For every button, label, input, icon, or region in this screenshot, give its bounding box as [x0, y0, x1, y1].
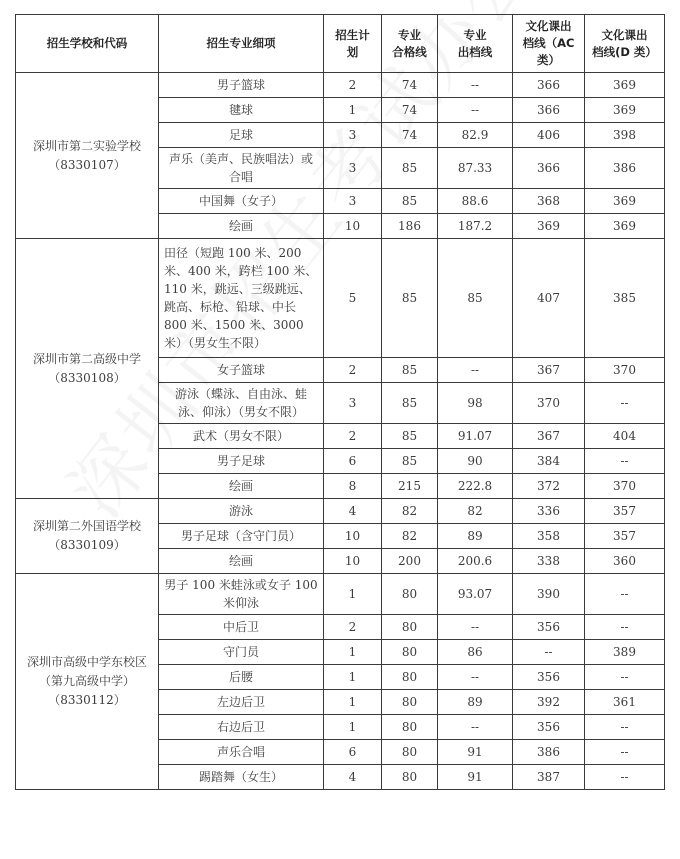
item-cell: 声乐（美声、民族唱法）或合唱: [159, 148, 324, 189]
item-cell: 男子篮球: [159, 73, 324, 98]
item-cell: 中国舞（女子）: [159, 189, 324, 214]
d-cell: --: [585, 383, 665, 424]
ac-cell: 356: [513, 665, 585, 690]
plan-cell: 1: [324, 574, 382, 615]
admit-cell: 86: [438, 640, 513, 665]
plan-cell: 3: [324, 189, 382, 214]
pass-cell: 85: [382, 449, 438, 474]
ac-cell: 366: [513, 148, 585, 189]
admit-cell: 89: [438, 690, 513, 715]
plan-cell: 3: [324, 148, 382, 189]
admit-cell: --: [438, 358, 513, 383]
item-cell: 后腰: [159, 665, 324, 690]
plan-cell: 1: [324, 640, 382, 665]
ac-cell: 372: [513, 474, 585, 499]
item-cell: 男子 100 米蛙泳或女子 100 米仰泳: [159, 574, 324, 615]
admission-score-table: [15, 14, 665, 790]
item-cell: 声乐合唱: [159, 740, 324, 765]
admit-cell: 93.07: [438, 574, 513, 615]
ac-cell: 386: [513, 740, 585, 765]
admit-cell: 85: [438, 239, 513, 358]
plan-cell: 8: [324, 474, 382, 499]
plan-cell: 10: [324, 549, 382, 574]
plan-cell: 2: [324, 615, 382, 640]
admit-cell: 200.6: [438, 549, 513, 574]
pass-cell: 74: [382, 73, 438, 98]
d-cell: --: [585, 449, 665, 474]
ac-cell: 407: [513, 239, 585, 358]
plan-cell: 6: [324, 449, 382, 474]
ac-cell: 366: [513, 98, 585, 123]
pass-cell: 186: [382, 214, 438, 239]
admit-cell: 88.6: [438, 189, 513, 214]
plan-cell: 3: [324, 383, 382, 424]
plan-cell: 4: [324, 499, 382, 524]
item-cell: 左边后卫: [159, 690, 324, 715]
d-cell: 369: [585, 214, 665, 239]
ac-cell: 387: [513, 765, 585, 790]
admit-cell: 222.8: [438, 474, 513, 499]
admit-cell: --: [438, 715, 513, 740]
item-cell: 男子足球: [159, 449, 324, 474]
pass-cell: 85: [382, 239, 438, 358]
item-cell: 田径（短跑 100 米、200 米、400 米，跨栏 100 米、110 米，跳远、三级跳远、跳高、标枪、铅球、中长 800 米、1500 米、3000 米）（男女生不限）: [159, 239, 324, 358]
header-admit-line: 专业 出档线: [438, 15, 513, 73]
plan-cell: 2: [324, 73, 382, 98]
school-cell: 深圳市第二高级中学 （8330108）: [16, 239, 159, 499]
table-row: [16, 499, 665, 524]
ac-cell: 338: [513, 549, 585, 574]
d-cell: 370: [585, 474, 665, 499]
plan-cell: 3: [324, 123, 382, 148]
item-cell: 游泳: [159, 499, 324, 524]
plan-cell: 10: [324, 214, 382, 239]
item-cell: 绘画: [159, 549, 324, 574]
admit-cell: 98: [438, 383, 513, 424]
ac-cell: 367: [513, 424, 585, 449]
header-row: [16, 15, 665, 73]
pass-cell: 80: [382, 740, 438, 765]
d-cell: --: [585, 740, 665, 765]
admit-cell: 91: [438, 740, 513, 765]
pass-cell: 85: [382, 358, 438, 383]
header-school: 招生学校和代码: [16, 15, 159, 73]
plan-cell: 1: [324, 715, 382, 740]
d-cell: 357: [585, 524, 665, 549]
item-cell: 武术（男女不限）: [159, 424, 324, 449]
item-cell: 右边后卫: [159, 715, 324, 740]
d-cell: 398: [585, 123, 665, 148]
ac-cell: 356: [513, 615, 585, 640]
ac-cell: 392: [513, 690, 585, 715]
school-cell: 深圳市高级中学东校区 （第九高级中学） （8330112）: [16, 574, 159, 790]
item-cell: 绘画: [159, 474, 324, 499]
plan-cell: 6: [324, 740, 382, 765]
item-cell: 女子篮球: [159, 358, 324, 383]
school-cell: 深圳第二外国语学校 （8330109）: [16, 499, 159, 574]
ac-cell: 384: [513, 449, 585, 474]
item-cell: 毽球: [159, 98, 324, 123]
d-cell: 369: [585, 189, 665, 214]
item-cell: 男子足球（含守门员）: [159, 524, 324, 549]
pass-cell: 85: [382, 148, 438, 189]
pass-cell: 80: [382, 690, 438, 715]
ac-cell: 406: [513, 123, 585, 148]
ac-cell: --: [513, 640, 585, 665]
plan-cell: 2: [324, 424, 382, 449]
item-cell: 游泳（蝶泳、自由泳、蛙泳、仰泳）（男女不限）: [159, 383, 324, 424]
admit-cell: --: [438, 665, 513, 690]
item-cell: 绘画: [159, 214, 324, 239]
header-plan: 招生计 划: [324, 15, 382, 73]
d-cell: 389: [585, 640, 665, 665]
pass-cell: 80: [382, 665, 438, 690]
admit-cell: 91: [438, 765, 513, 790]
admit-cell: 91.07: [438, 424, 513, 449]
d-cell: 357: [585, 499, 665, 524]
d-cell: 404: [585, 424, 665, 449]
ac-cell: 390: [513, 574, 585, 615]
pass-cell: 80: [382, 715, 438, 740]
d-cell: 369: [585, 98, 665, 123]
admit-cell: --: [438, 73, 513, 98]
table-row: [16, 239, 665, 358]
ac-cell: 358: [513, 524, 585, 549]
d-cell: --: [585, 574, 665, 615]
admit-cell: 82.9: [438, 123, 513, 148]
header-pass-line: 专业 合格线: [382, 15, 438, 73]
admit-cell: 90: [438, 449, 513, 474]
admit-cell: 82: [438, 499, 513, 524]
ac-cell: 367: [513, 358, 585, 383]
plan-cell: 1: [324, 98, 382, 123]
d-cell: 370: [585, 358, 665, 383]
pass-cell: 85: [382, 424, 438, 449]
item-cell: 守门员: [159, 640, 324, 665]
d-cell: --: [585, 765, 665, 790]
header-culture-ac: 文化课出 档线（AC 类）: [513, 15, 585, 73]
ac-cell: 368: [513, 189, 585, 214]
plan-cell: 1: [324, 665, 382, 690]
d-cell: --: [585, 665, 665, 690]
ac-cell: 369: [513, 214, 585, 239]
pass-cell: 74: [382, 98, 438, 123]
table-row: [16, 73, 665, 98]
admit-cell: --: [438, 615, 513, 640]
plan-cell: 10: [324, 524, 382, 549]
header-item: 招生专业细项: [159, 15, 324, 73]
pass-cell: 82: [382, 524, 438, 549]
item-cell: 踢踏舞（女生）: [159, 765, 324, 790]
item-cell: 中后卫: [159, 615, 324, 640]
plan-cell: 1: [324, 690, 382, 715]
pass-cell: 74: [382, 123, 438, 148]
pass-cell: 215: [382, 474, 438, 499]
d-cell: 361: [585, 690, 665, 715]
ac-cell: 366: [513, 73, 585, 98]
admit-cell: 187.2: [438, 214, 513, 239]
d-cell: 386: [585, 148, 665, 189]
pass-cell: 200: [382, 549, 438, 574]
admit-cell: 87.33: [438, 148, 513, 189]
ac-cell: 356: [513, 715, 585, 740]
plan-cell: 5: [324, 239, 382, 358]
d-cell: 369: [585, 73, 665, 98]
header-culture-d: 文化课出 档线(D 类）: [585, 15, 665, 73]
admit-cell: 89: [438, 524, 513, 549]
plan-cell: 4: [324, 765, 382, 790]
pass-cell: 82: [382, 499, 438, 524]
school-cell: 深圳市第二实验学校 （8330107）: [16, 73, 159, 239]
d-cell: --: [585, 715, 665, 740]
table-row: [16, 574, 665, 615]
pass-cell: 85: [382, 189, 438, 214]
pass-cell: 80: [382, 574, 438, 615]
plan-cell: 2: [324, 358, 382, 383]
item-cell: 足球: [159, 123, 324, 148]
d-cell: 360: [585, 549, 665, 574]
admit-cell: --: [438, 98, 513, 123]
pass-cell: 80: [382, 615, 438, 640]
d-cell: --: [585, 615, 665, 640]
pass-cell: 80: [382, 765, 438, 790]
pass-cell: 80: [382, 640, 438, 665]
pass-cell: 85: [382, 383, 438, 424]
ac-cell: 336: [513, 499, 585, 524]
d-cell: 385: [585, 239, 665, 358]
ac-cell: 370: [513, 383, 585, 424]
